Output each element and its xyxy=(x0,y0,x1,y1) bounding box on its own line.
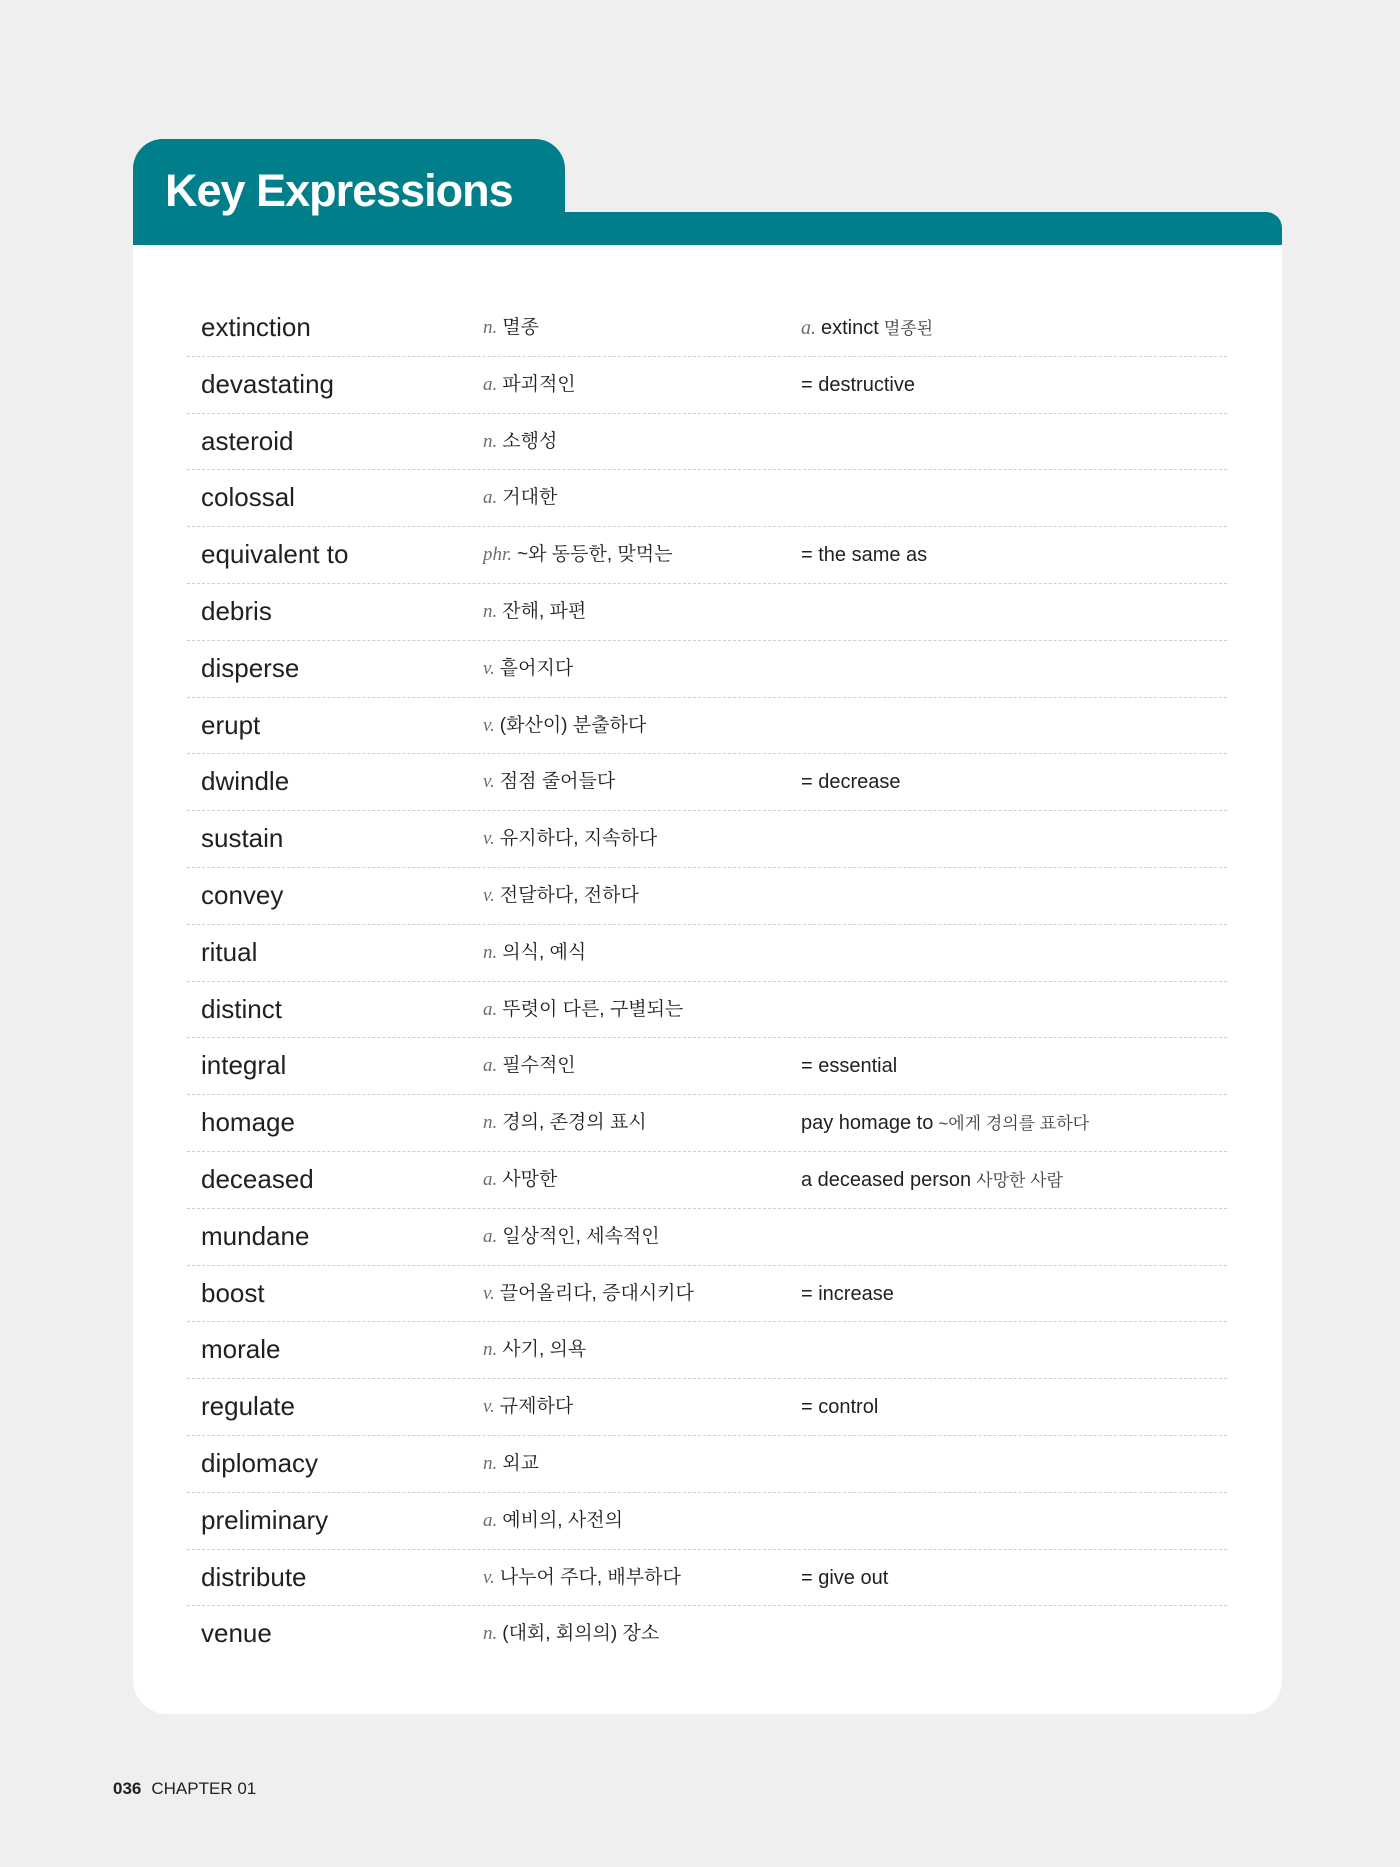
vocabulary-list xyxy=(187,300,1227,1663)
vocab-meaning xyxy=(483,712,646,740)
part-of-speech: phr. xyxy=(483,544,513,566)
vocab-meaning xyxy=(483,996,683,1024)
definition-text: 사망한 xyxy=(502,1168,558,1190)
definition-text: 의식, 예식 xyxy=(502,941,587,963)
vocab-row xyxy=(187,1266,1227,1323)
part-of-speech: n. xyxy=(483,317,498,338)
part-of-speech: v. xyxy=(483,884,495,906)
vocab-meaning xyxy=(483,598,586,626)
definition-text: (화산이) 분출하다 xyxy=(499,714,647,736)
vocab-note xyxy=(801,768,901,796)
definition-text: (대회, 회의의) 장소 xyxy=(502,1623,660,1645)
note-text: a deceased person xyxy=(801,1168,972,1191)
part-of-speech: v. xyxy=(483,828,495,850)
note-translation: ~에게 경의를 표하다 xyxy=(938,1114,1090,1134)
vocab-row xyxy=(187,1550,1227,1607)
definition-text: 뚜렷이 다른, 구별되는 xyxy=(502,998,684,1020)
part-of-speech: v. xyxy=(483,657,495,679)
vocab-note xyxy=(801,1109,1089,1138)
vocab-meaning xyxy=(483,371,576,399)
definition-text: 필수적인 xyxy=(502,1055,576,1077)
part-of-speech: a. xyxy=(483,1509,498,1531)
definition-text: 잔해, 파편 xyxy=(502,600,587,622)
vocab-meaning xyxy=(483,1450,539,1478)
part-of-speech: a. xyxy=(483,373,498,395)
vocab-word: boost xyxy=(201,1277,265,1308)
definition-text: 거대한 xyxy=(502,487,558,509)
part-of-speech: a. xyxy=(483,1225,498,1247)
vocab-meaning xyxy=(483,882,639,910)
vocab-word: ritual xyxy=(201,936,258,967)
part-of-speech: n. xyxy=(483,1112,498,1134)
vocab-meaning xyxy=(483,1109,647,1137)
vocab-word: devastating xyxy=(201,368,334,399)
vocab-meaning xyxy=(483,655,573,683)
note-text: = control xyxy=(801,1396,879,1419)
vocab-meaning xyxy=(483,484,557,512)
definition-text: ~와 동등한, 맞먹는 xyxy=(517,544,673,566)
vocab-meaning xyxy=(483,1052,576,1080)
part-of-speech: a. xyxy=(483,487,498,509)
vocab-word: homage xyxy=(201,1107,295,1138)
vocab-note xyxy=(801,1280,894,1308)
vocab-meaning xyxy=(483,939,586,967)
vocab-word: diplomacy xyxy=(201,1447,319,1478)
part-of-speech: v. xyxy=(483,771,495,793)
definition-text: 끌어올리다, 증대시키다 xyxy=(499,1282,694,1304)
vocab-word: morale xyxy=(201,1334,281,1365)
part-of-speech: n. xyxy=(483,430,498,452)
part-of-speech: a. xyxy=(483,1055,498,1077)
vocab-meaning xyxy=(483,1166,557,1194)
definition-text: 점점 줄어들다 xyxy=(499,771,616,793)
vocab-meaning xyxy=(483,1223,660,1251)
definition-text: 경의, 존경의 표시 xyxy=(502,1112,647,1134)
note-translation: 사망한 사람 xyxy=(976,1170,1063,1190)
vocab-meaning xyxy=(483,428,557,456)
vocab-row xyxy=(187,1493,1227,1550)
vocab-note xyxy=(801,371,915,399)
vocab-word: preliminary xyxy=(201,1504,329,1535)
part-of-speech: a. xyxy=(483,998,498,1020)
definition-text: 규제하다 xyxy=(499,1396,574,1418)
vocab-meaning xyxy=(483,541,672,569)
definition-text: 예비의, 사전의 xyxy=(502,1509,623,1531)
vocab-note xyxy=(801,1393,878,1421)
note-translation: 멸종된 xyxy=(883,319,934,338)
page-title: Key Expressions xyxy=(165,165,513,216)
vocab-meaning xyxy=(483,314,539,342)
definition-text: 사기, 의욕 xyxy=(502,1339,587,1361)
vocab-note xyxy=(801,314,933,343)
vocab-word: asteroid xyxy=(201,425,294,456)
part-of-speech: n. xyxy=(483,600,498,622)
vocab-word: debris xyxy=(201,595,272,626)
vocab-meaning xyxy=(483,1507,623,1535)
vocab-note xyxy=(801,1564,888,1592)
vocab-row xyxy=(187,1152,1227,1209)
note-text: = essential xyxy=(801,1055,898,1078)
vocab-word: deceased xyxy=(201,1163,314,1194)
part-of-speech: v. xyxy=(483,1282,495,1304)
definition-text: 일상적인, 세속적인 xyxy=(502,1225,660,1247)
vocab-word: venue xyxy=(201,1618,272,1649)
vocab-row xyxy=(187,1606,1227,1663)
vocab-row xyxy=(187,868,1227,925)
vocab-note xyxy=(801,1166,1063,1195)
vocab-meaning xyxy=(483,1620,659,1648)
chapter-label: CHAPTER 01 xyxy=(151,1779,257,1798)
part-of-speech: n. xyxy=(483,1623,498,1645)
vocab-word: distribute xyxy=(201,1561,307,1592)
vocab-row xyxy=(187,1436,1227,1493)
note-text: = decrease xyxy=(801,771,901,794)
vocab-row xyxy=(187,1095,1227,1152)
vocab-word: convey xyxy=(201,879,284,910)
vocab-word: colossal xyxy=(201,482,295,513)
vocab-row xyxy=(187,1209,1227,1266)
vocab-word: regulate xyxy=(201,1391,295,1422)
definition-text: 멸종 xyxy=(502,317,539,338)
definition-text: 흩어지다 xyxy=(499,657,574,679)
vocab-note xyxy=(801,1052,897,1080)
part-of-speech: n. xyxy=(483,1452,498,1474)
vocab-note xyxy=(801,541,927,569)
page-number: 036 xyxy=(113,1779,142,1798)
vocab-row xyxy=(187,300,1227,357)
vocab-word: integral xyxy=(201,1050,287,1081)
vocab-word: erupt xyxy=(201,709,261,740)
part-of-speech: n. xyxy=(483,941,498,963)
vocab-meaning xyxy=(483,1564,681,1592)
note-text: extinct xyxy=(821,317,879,339)
part-of-speech: v. xyxy=(483,1396,495,1418)
note-part-of-speech: a. xyxy=(801,317,816,339)
definition-text: 소행성 xyxy=(502,430,558,452)
page-footer xyxy=(113,1778,256,1800)
definition-text: 외교 xyxy=(502,1452,539,1474)
vocab-word: dwindle xyxy=(201,766,290,797)
vocab-row xyxy=(187,982,1227,1039)
note-text: = give out xyxy=(801,1566,889,1589)
vocab-row xyxy=(187,754,1227,811)
definition-text: 유지하다, 지속하다 xyxy=(499,828,658,850)
note-text: = destructive xyxy=(801,373,915,396)
key-expressions-card xyxy=(133,245,1282,1714)
vocab-word: extinction xyxy=(201,312,311,342)
part-of-speech: v. xyxy=(483,1566,495,1588)
definition-text: 전달하다, 전하다 xyxy=(499,884,639,906)
vocab-word: mundane xyxy=(201,1220,310,1251)
note-text: = the same as xyxy=(801,544,928,567)
vocab-meaning xyxy=(483,1393,573,1421)
definition-text: 파괴적인 xyxy=(502,373,576,395)
vocab-meaning xyxy=(483,768,615,796)
vocab-row xyxy=(187,1379,1227,1436)
note-text: pay homage to xyxy=(801,1112,934,1135)
vocab-word: disperse xyxy=(201,652,300,683)
vocab-row xyxy=(187,527,1227,584)
vocab-row xyxy=(187,1322,1227,1379)
vocab-word: sustain xyxy=(201,823,284,854)
part-of-speech: a. xyxy=(483,1168,498,1190)
vocab-row xyxy=(187,641,1227,698)
vocab-row xyxy=(187,811,1227,868)
vocab-meaning xyxy=(483,1336,586,1364)
vocab-row xyxy=(187,357,1227,414)
note-text: = increase xyxy=(801,1282,894,1305)
vocab-row xyxy=(187,470,1227,527)
vocab-row xyxy=(187,698,1227,755)
definition-text: 나누어 주다, 배부하다 xyxy=(499,1566,681,1588)
vocab-word: distinct xyxy=(201,993,282,1024)
vocab-row xyxy=(187,414,1227,471)
part-of-speech: v. xyxy=(483,714,495,736)
vocab-word: equivalent to xyxy=(201,539,349,570)
part-of-speech: n. xyxy=(483,1339,498,1361)
vocab-row xyxy=(187,584,1227,641)
vocab-row xyxy=(187,925,1227,982)
vocab-meaning xyxy=(483,1280,694,1308)
vocab-row xyxy=(187,1038,1227,1095)
vocab-meaning xyxy=(483,825,657,853)
